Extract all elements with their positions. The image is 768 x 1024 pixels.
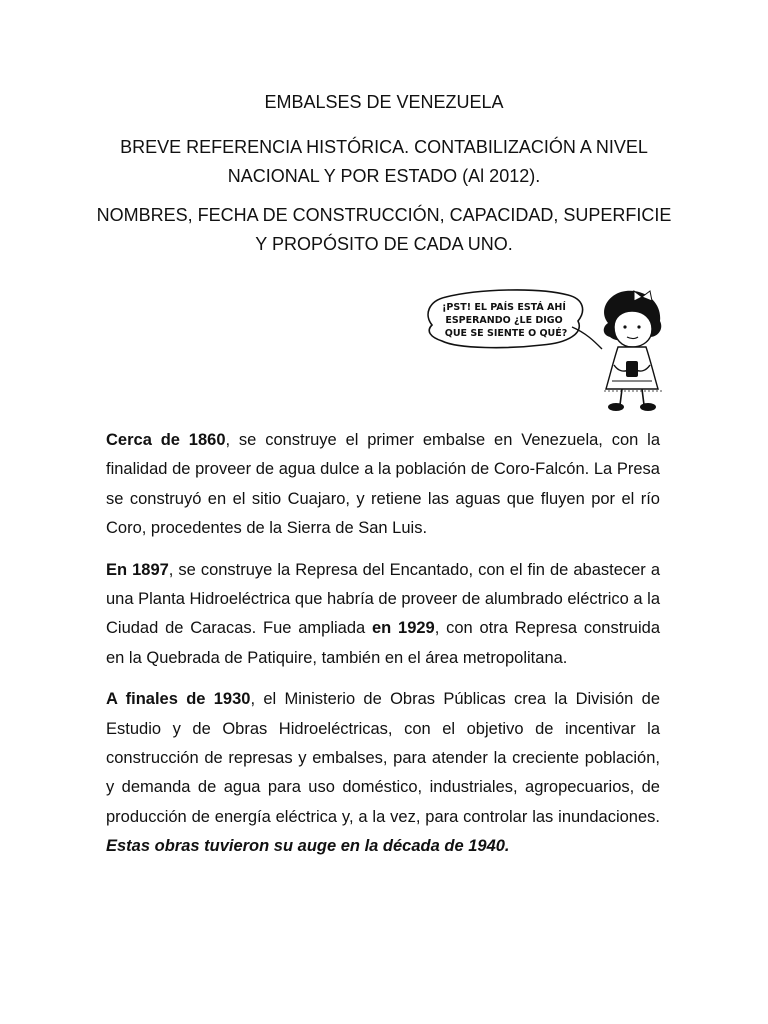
document-body: [106, 426, 660, 874]
document-subtitle-2: NOMBRES, FECHA DE CONSTRUCCIÓN, CAPACIDAD, SUPERFICIE Y PROPÓSITO DE CADA UNO.: [96, 205, 672, 254]
paragraph-1860: [106, 426, 660, 544]
paragraph-lead: En 1897: [106, 560, 169, 579]
speech-line-1: ¡PST! EL PAÍS ESTÁ AHÍ: [442, 302, 566, 313]
paragraph-emphasis: Estas obras tuvieron su auge en la década de 1940.: [106, 837, 510, 856]
cartoon-drawing: [418, 281, 668, 417]
paragraph-lead: A finales de 1930: [106, 690, 251, 709]
paragraph-lead: Cerca de 1860: [106, 431, 226, 449]
document-subtitle: BREVE REFERENCIA HISTÓRICA. CONTABILIZACIÓN A NIVEL NACIONAL Y POR ESTADO (Al 2012).: [120, 137, 648, 186]
paragraph-text: , el Ministerio de Obras Públicas crea la División de Estudio y de Obras Hidroeléctricas, con el objetivo de incentivar la construcción de represas y embalses, para atender la creciente población, y demanda de agua para uso doméstico, industriales, agropecuarios, de producción de energía eléctrica y, a la vez, para controlar las inundaciones.: [106, 690, 660, 826]
paragraph-1897: [106, 556, 660, 674]
document-title: EMBALSES DE VENEZUELA: [264, 92, 504, 112]
paragraph-text: , se construye la Represa del Encantado, con el fin de abastecer a una Planta Hidroeléctrica que habría de proveer de alumbrado eléctrico a la Ciudad de Caracas. Fue ampliada: [106, 560, 660, 638]
paragraph-bold-date: en 1929: [371, 619, 435, 638]
character-face: [614, 311, 652, 347]
paragraph-text: , se construye el primer embalse en Venezuela, con la finalidad de proveer de agua dulce a la población de Coro-Falcón. La Presa se construyó en el sitio Cuajaro, y retiene las aguas que fluyen por el río Coro, procedentes de la Sierra de San Luis.: [106, 431, 661, 538]
speech-line-3: QUE SE SIENTE O QUÉ?: [444, 328, 568, 339]
comic-character-illustration: [418, 281, 668, 417]
paragraph-text: , con otra Represa construida en la Quebrada de Patiquire, también en el área metropolitana.: [106, 619, 660, 667]
title-block: [90, 88, 678, 269]
speech-line-2: ESPERANDO ¿LE DIGO: [445, 315, 563, 326]
paragraph-1930: [106, 685, 660, 861]
